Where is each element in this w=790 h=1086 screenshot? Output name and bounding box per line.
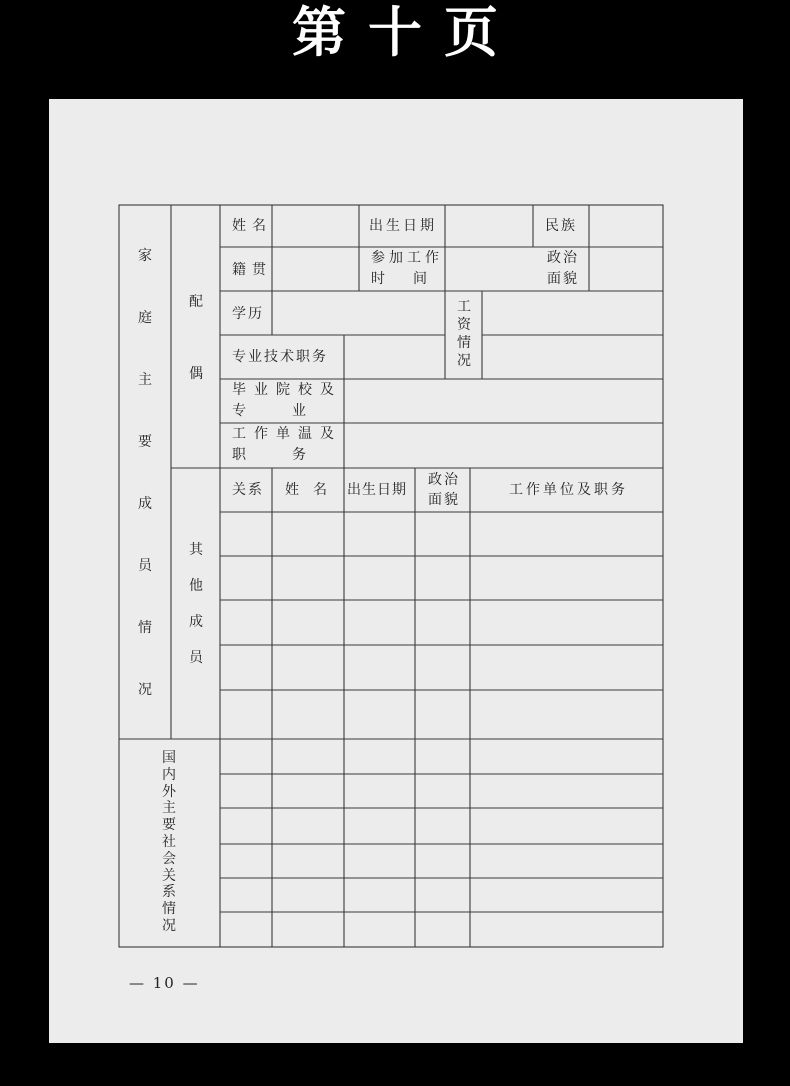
page-title: 第十页 — [292, 1, 520, 64]
spouse-education-label: 学历 — [232, 306, 264, 322]
other-members-label: 其 他 成 员 — [189, 542, 203, 666]
column-header-political-line1: 政治 — [428, 472, 460, 488]
spouse-label: 配 偶 — [189, 294, 203, 382]
column-header-birth-date: 出生日期 — [347, 482, 407, 498]
spouse-school-label-line2: 专 业 — [232, 403, 312, 419]
social-relations-label: 国 内 外 主 要 社 会 关 系 情 况 — [162, 750, 176, 934]
spouse-school-label-line1: 毕业院校及 — [232, 382, 342, 398]
document-page — [49, 99, 743, 1043]
column-header-work: 工作单位及职务 — [509, 482, 628, 498]
spouse-ethnicity-label: 民族 — [545, 218, 577, 234]
spouse-work-start-label-line1: 参加工作 — [371, 250, 443, 266]
spouse-birth-date-label: 出生日期 — [369, 218, 437, 234]
spouse-political-label-line2: 面貌 — [547, 271, 579, 287]
spouse-work-start-label-line2: 时 间 — [371, 271, 427, 287]
page-number: — 10 — — [129, 974, 200, 992]
column-header-relation: 关系 — [232, 482, 264, 498]
column-header-name: 姓 名 — [285, 482, 327, 498]
column-header-political-line2: 面貌 — [428, 492, 460, 508]
spouse-native-place-label: 籍贯 — [232, 262, 272, 278]
spouse-workplace-label-line2: 职 务 — [232, 447, 312, 463]
family-members-section-label: 家 庭 主 要 成 员 情 况 — [138, 248, 152, 698]
page-header — [0, 0, 790, 70]
spouse-salary-label: 工 资 情 况 — [457, 299, 471, 369]
spouse-political-label-line1: 政治 — [547, 250, 579, 266]
spouse-professional-title-label: 专业技术职务 — [232, 349, 328, 365]
spouse-name-label: 姓名 — [232, 218, 272, 234]
spouse-workplace-label-line1: 工作单温及 — [232, 426, 342, 442]
